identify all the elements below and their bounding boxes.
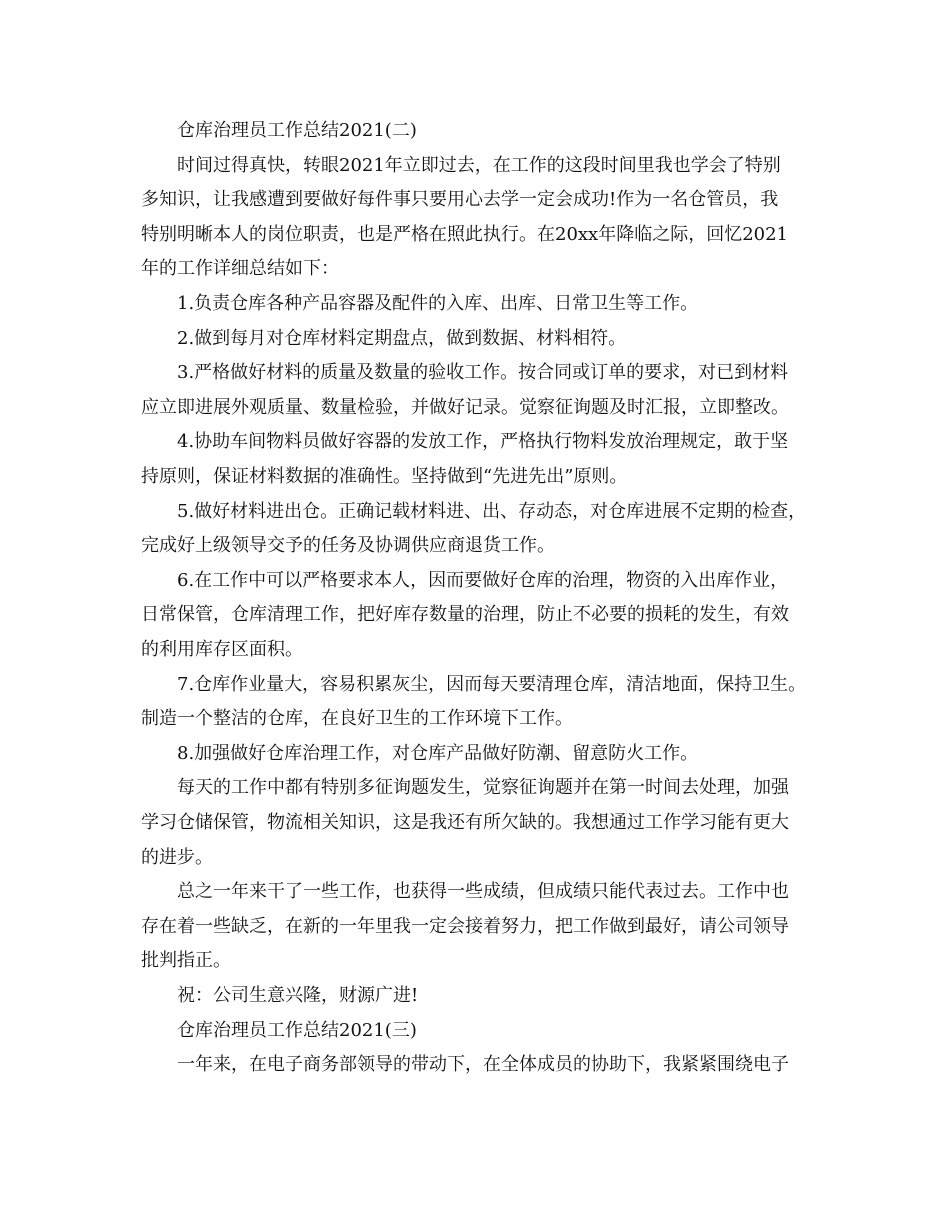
text-line: 6.在工作中可以严格要求本人，因而要做好仓库的治理，物资的入出库作业， [177, 569, 789, 591]
text-line: 时间过得真快，转眼2021年立即过去，在工作的这段时间里我也学会了特别 [177, 154, 781, 176]
text-line: 完成好上级领导交予的任务及协调供应商退货工作。 [141, 535, 555, 557]
text-line: 的进步。 [141, 846, 213, 868]
text-line: 年的工作详细总结如下： [141, 258, 339, 280]
text-line: 每天的工作中都有特别多征询题发生，觉察征询题并在第一时间去处理，加强 [177, 777, 789, 799]
text-line: 仓库治理员工作总结2021(二) [177, 120, 417, 141]
text-line: 祝：公司生意兴隆，财源广进! [177, 985, 419, 1006]
text-line: 特别明晰本人的岗位职责，也是严格在照此执行。在20xx年降临之际，回忆2021 [141, 223, 789, 245]
text-line: 4.协助车间物料员做好容器的发放工作，严格执行物料发放治理规定，敢于坚 [177, 431, 789, 453]
text-line: 应立即进展外观质量、数量检验，并做好记录。觉察征询题及时汇报，立即整改。 [141, 396, 789, 418]
text-line: 总之一年来干了一些工作，也获得一些成绩，但成绩只能代表过去。工作中也 [177, 881, 789, 903]
text-line: 1.负责仓库各种产品容器及配件的入库、出库、日常卫生等工作。 [177, 293, 699, 314]
text-line: 的利用库存区面积。 [141, 639, 303, 660]
text-line: 3.严格做好材料的质量及数量的验收工作。按合同或订单的要求，对已到材料 [177, 362, 789, 384]
text-line: 7.仓库作业量大，容易积累灰尘，因而每天要清理仓库，清洁地面，保持卫生。 [177, 673, 807, 695]
text-line: 仓库治理员工作总结2021(三) [177, 1019, 417, 1041]
text-line: 学习仓储保管，物流相关知识，这是我还有所欠缺的。我想通过工作学习能有更大 [141, 812, 789, 833]
text-line: 8.加强做好仓库治理工作，对仓库产品做好防潮、留意防火工作。 [177, 742, 699, 764]
text-line: 2.做到每月对仓库材料定期盘点，做到数据、材料相符。 [177, 327, 627, 349]
text-line: 5.做好材料进出仓。正确记载材料进、出、存动态，对仓库进展不定期的检查， [177, 500, 807, 522]
text-line: 批判指正。 [141, 950, 231, 972]
text-line: 制造一个整洁的仓库，在良好卫生的工作环境下工作。 [141, 708, 573, 730]
text-line: 持原则，保证材料数据的准确性。坚持做到“先进先出”原则。 [141, 466, 628, 487]
text-line: 一年来，在电子商务部领导的带动下，在全体成员的协助下，我紧紧围绕电子 [177, 1054, 789, 1076]
text-line: 存在着一些缺乏，在新的一年里我一定会接着努力，把工作做到最好，请公司领导 [141, 915, 789, 937]
text-line: 多知识，让我感遭到要做好每件事只要用心去学一定会成功!作为一名仓管员，我 [141, 189, 779, 211]
text-line: 日常保管，仓库清理工作，把好库存数量的治理，防止不必要的损耗的发生，有效 [141, 604, 789, 626]
